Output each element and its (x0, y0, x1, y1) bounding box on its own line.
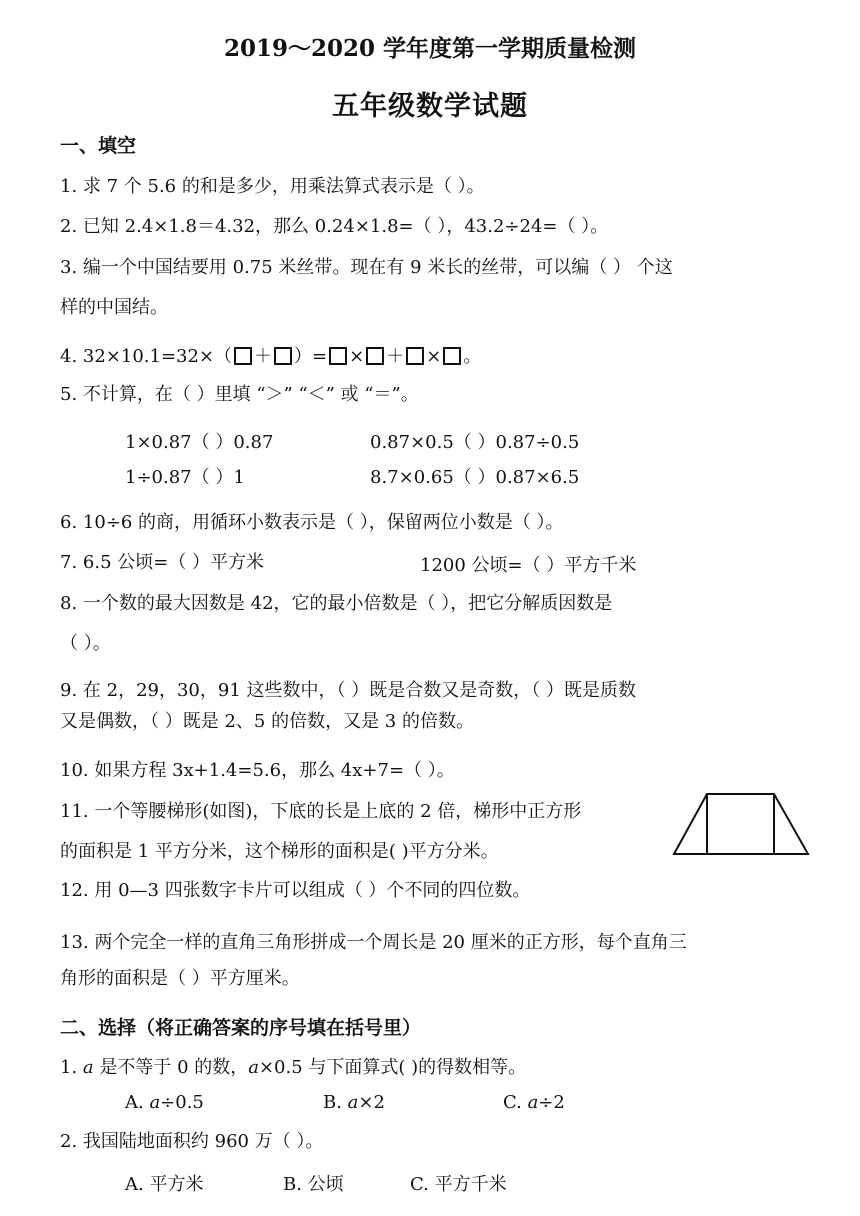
exam-subtitle: 五年级数学试题 (332, 91, 528, 122)
question-8-line1: 8. 一个数的最大因数是 42，它的最小倍数是（ ），把它分解质因数是 (60, 593, 613, 614)
q5-item: 1×0.87（ ）0.87 (125, 432, 274, 453)
question-13-line1: 13. 两个完全一样的直角三角形拼成一个周长是 20 厘米的正方形，每个直角三 (60, 932, 687, 953)
option-a: A. 平方米 (125, 1174, 204, 1195)
q4-times: × (426, 346, 442, 367)
option-c: C. 平方千米 (410, 1174, 507, 1195)
question-11-line1: 11. 一个等腰梯形(如图)，下底的长是上底的 2 倍，梯形中正方形 (60, 801, 582, 822)
q4-plus: ＋ (254, 346, 273, 367)
question-8-line2: （ ）。 (60, 633, 111, 654)
q4-mid: ）= (294, 346, 328, 367)
option-b: B. 公顷 (283, 1174, 344, 1195)
question-5: 5. 不计算，在（ ）里填 “＞” “＜” 或 “＝”。 (60, 384, 419, 405)
option-c: C. 𝑎÷2 (503, 1092, 565, 1113)
blank-box (274, 347, 292, 365)
question-1: 1. 求 7 个 5.6 的和是多少，用乘法算式表示是（ ）。 (60, 176, 485, 197)
question-12: 12. 用 0—3 四张数字卡片可以组成（ ）个不同的四位数。 (60, 880, 531, 901)
exam-title: 2019～2020 学年度第一学期质量检测 (223, 35, 637, 62)
question-9-line1: 9. 在 2，29，30，91 这些数中，（ ）既是合数又是奇数，（ ）既是质数 (60, 680, 636, 701)
question-9-line2: 又是偶数，（ ）既是 2、5 的倍数，又是 3 的倍数。 (60, 711, 474, 732)
q4-plus: ＋ (386, 346, 405, 367)
question-6: 6. 10÷6 的商，用循环小数表示是（ ），保留两位小数是（ ）。 (60, 512, 564, 533)
blank-box (406, 347, 424, 365)
blank-box (366, 347, 384, 365)
q4-suffix: 。 (463, 346, 482, 367)
question-3-line1: 3. 编一个中国结要用 0.75 米丝带。现在有 9 米长的丝带，可以编（ ） 个这 (60, 257, 673, 278)
question-11-line2: 的面积是 1 平方分米，这个梯形的面积是( )平方分米。 (60, 841, 499, 862)
question-4 (60, 345, 481, 369)
option-b: B. 𝑎×2 (323, 1092, 385, 1113)
trapezoid-figure (672, 790, 812, 860)
question-13-line2: 角形的面积是（ ）平方厘米。 (60, 968, 300, 989)
section2-heading: 二、选择（将正确答案的序号填在括号里） (60, 1017, 422, 1039)
section1-heading: 一、填空 (60, 135, 137, 157)
question-7b: 1200 公顷=（ ）平方千米 (420, 555, 637, 576)
choice-question-1: 1. 𝑎 是不等于 0 的数，𝑎×0.5 与下面算式( )的得数相等。 (60, 1057, 527, 1078)
question-10: 10. 如果方程 3x+1.4=5.6，那么 4x+7=（ ）。 (60, 760, 455, 781)
question-3-line2: 样的中国结。 (60, 297, 168, 318)
blank-box (443, 347, 461, 365)
question-7a: 7. 6.5 公顷=（ ）平方米 (60, 552, 265, 573)
question-2: 2. 已知 2.4×1.8＝4.32，那么 0.24×1.8=（ ），43.2÷24=（ ）。 (60, 216, 609, 237)
blank-box (234, 347, 252, 365)
q4-prefix: 4. 32×10.1=32×（ (60, 346, 233, 367)
q5-item: 1÷0.87（ ）1 (125, 467, 245, 488)
q4-times: × (349, 346, 365, 367)
option-a: A. 𝑎÷0.5 (125, 1092, 204, 1113)
q5-item: 8.7×0.65（ ）0.87×6.5 (370, 467, 580, 488)
q5-item: 0.87×0.5（ ）0.87÷0.5 (370, 432, 580, 453)
choice-question-2: 2. 我国陆地面积约 960 万（ ）。 (60, 1131, 324, 1152)
blank-box (329, 347, 347, 365)
